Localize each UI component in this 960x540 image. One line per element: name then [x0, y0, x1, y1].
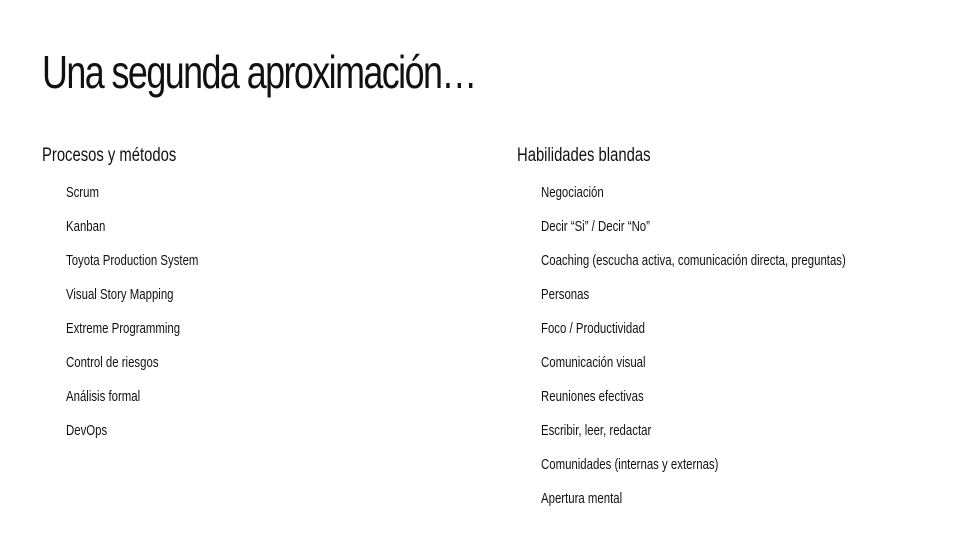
list-item: Kanban — [66, 218, 106, 235]
right-column-heading: Habilidades blandas — [517, 145, 651, 166]
list-item: Comunicación visual — [541, 354, 646, 371]
left-column — [42, 142, 240, 448]
list-item: Apertura mental — [541, 490, 623, 507]
list-item: Extreme Programming — [66, 320, 181, 337]
list-item: Escribir, leer, redactar — [541, 422, 652, 439]
list-item: Coaching (escucha activa, comunicación directa, preguntas) — [541, 252, 846, 269]
list-item: Control de riesgos — [66, 354, 159, 371]
list-item: Foco / Productividad — [541, 320, 645, 337]
right-column — [517, 142, 942, 516]
right-column-list — [517, 176, 942, 516]
list-item: DevOps — [66, 422, 108, 439]
left-column-list — [42, 176, 240, 448]
list-item: Decir “Si” / Decir “No” — [541, 218, 650, 235]
list-item: Negociación — [541, 184, 604, 201]
list-item: Visual Story Mapping — [66, 286, 174, 303]
slide-title: Una segunda aproximación… — [42, 46, 476, 98]
list-item: Reuniones efectivas — [541, 388, 644, 405]
list-item: Scrum — [66, 184, 99, 201]
list-item: Comunidades (internas y externas) — [541, 456, 719, 473]
list-item: Toyota Production System — [66, 252, 199, 269]
left-column-heading: Procesos y métodos — [42, 145, 177, 166]
list-item: Personas — [541, 286, 590, 303]
list-item: Análisis formal — [66, 388, 141, 405]
